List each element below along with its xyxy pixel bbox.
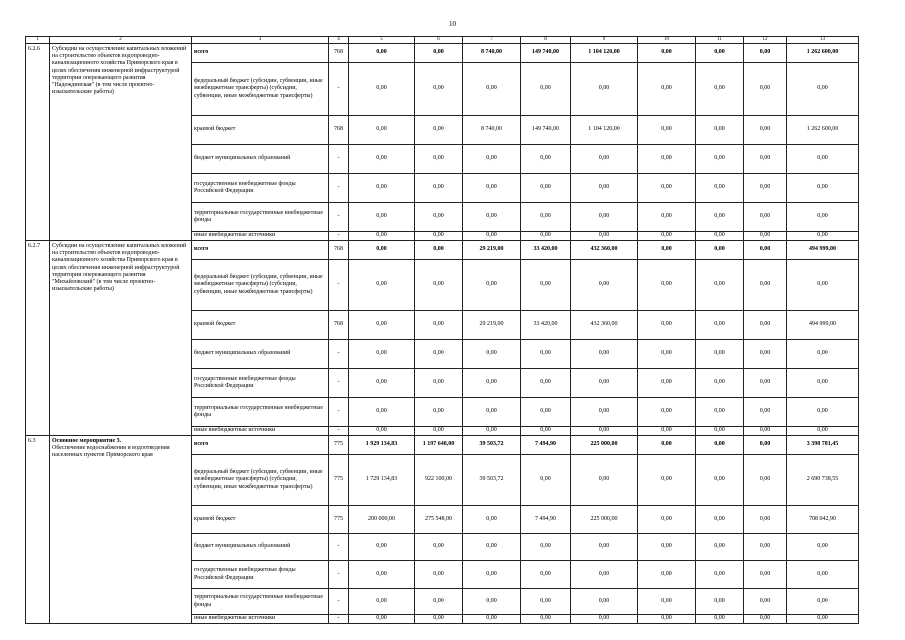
item-title: Основное мероприятие 3. <box>52 438 122 444</box>
year-value: 0,00 <box>696 436 744 455</box>
year-value: 0,00 <box>696 534 744 561</box>
year-value: 0,00 <box>415 44 463 63</box>
year-value: 0,00 <box>521 260 571 311</box>
funding-source: всего <box>192 44 329 63</box>
year-value: 0,00 <box>571 174 638 203</box>
funding-source: государственные внебюджетные фонды Российской Федерации <box>192 561 329 589</box>
grbs-code: 775 <box>329 506 349 534</box>
year-value: 0,00 <box>744 260 787 311</box>
funding-source: территориальные государственные внебюджетные фонды <box>192 589 329 615</box>
year-value: 0,00 <box>744 116 787 145</box>
year-value: 8 740,00 <box>463 116 521 145</box>
column-number: 8 <box>521 37 571 44</box>
budget-table <box>25 36 859 624</box>
year-value: 0,00 <box>463 340 521 369</box>
item-description-text: Субсидии на осуществление капитальных вложений на строительство объектов водопроводно-канализационного хозяйства Приморского края в целях обеспечения инженерной инфраструктурой территории опережающего развития "Надеждинская" (в том числе проектно-изыскательские работы) <box>52 46 187 96</box>
funding-source: краевой бюджет <box>192 506 329 534</box>
year-value: 0,00 <box>521 534 571 561</box>
year-value: 0,00 <box>415 241 463 260</box>
year-value: 0,00 <box>415 203 463 232</box>
year-value: 0,00 <box>696 455 744 506</box>
column-number: 10 <box>638 37 696 44</box>
year-value: 0,00 <box>638 506 696 534</box>
item-description <box>50 44 192 241</box>
total-value: 708 042,90 <box>787 506 859 534</box>
year-value: 0,00 <box>696 311 744 340</box>
funding-source: федеральный бюджет (субсидии, субвенции, иные межбюджетные трансферты) (субсидии, субвенции, иные межбюджетные трансферты) <box>192 63 329 116</box>
grbs-code: - <box>329 145 349 174</box>
year-value: 0,00 <box>463 398 521 427</box>
year-value: 0,00 <box>696 145 744 174</box>
table-row <box>26 436 859 455</box>
grbs-code: - <box>329 615 349 624</box>
total-value: 2 690 738,55 <box>787 455 859 506</box>
year-value: 0,00 <box>463 561 521 589</box>
year-value: 0,00 <box>521 589 571 615</box>
year-value: 0,00 <box>696 589 744 615</box>
year-value: 0,00 <box>571 427 638 436</box>
column-number-row <box>26 37 859 44</box>
year-value: 29 219,00 <box>463 311 521 340</box>
funding-source: территориальные государственные внебюджетные фонды <box>192 203 329 232</box>
year-value: 1 104 120,00 <box>571 116 638 145</box>
year-value: 0,00 <box>696 44 744 63</box>
year-value: 0,00 <box>696 203 744 232</box>
year-value: 0,00 <box>638 232 696 241</box>
total-value: 0,00 <box>787 369 859 398</box>
column-number: 2 <box>50 37 192 44</box>
year-value: 0,00 <box>415 174 463 203</box>
year-value: 0,00 <box>638 436 696 455</box>
item-description <box>50 436 192 624</box>
year-value: 0,00 <box>415 260 463 311</box>
year-value: 0,00 <box>638 145 696 174</box>
year-value: 7 494,90 <box>521 506 571 534</box>
total-value: 0,00 <box>787 398 859 427</box>
total-value: 0,00 <box>787 232 859 241</box>
year-value: 0,00 <box>349 241 415 260</box>
grbs-code: 768 <box>329 311 349 340</box>
year-value: 0,00 <box>638 116 696 145</box>
year-value: 0,00 <box>463 145 521 174</box>
year-value: 0,00 <box>638 427 696 436</box>
year-value: 0,00 <box>744 398 787 427</box>
year-value: 0,00 <box>463 615 521 624</box>
year-value: 0,00 <box>349 589 415 615</box>
year-value: 0,00 <box>349 340 415 369</box>
year-value: 0,00 <box>415 145 463 174</box>
column-number: 4 <box>329 37 349 44</box>
year-value: 0,00 <box>571 369 638 398</box>
year-value: 0,00 <box>415 427 463 436</box>
year-value: 0,00 <box>521 63 571 116</box>
year-value: 0,00 <box>696 63 744 116</box>
grbs-code: - <box>329 260 349 311</box>
funding-source: бюджет муниципальных образований <box>192 340 329 369</box>
total-value: 0,00 <box>787 534 859 561</box>
year-value: 0,00 <box>744 561 787 589</box>
year-value: 0,00 <box>696 615 744 624</box>
grbs-code: - <box>329 589 349 615</box>
funding-source: всего <box>192 436 329 455</box>
year-value: 0,00 <box>744 427 787 436</box>
year-value: 0,00 <box>463 232 521 241</box>
year-value: 0,00 <box>638 589 696 615</box>
grbs-code: - <box>329 203 349 232</box>
year-value: 0,00 <box>415 63 463 116</box>
item-number: 6.2.6 <box>26 44 50 241</box>
funding-source: государственные внебюджетные фонды Российской Федерации <box>192 369 329 398</box>
grbs-code: - <box>329 232 349 241</box>
year-value: 0,00 <box>463 589 521 615</box>
grbs-code: - <box>329 398 349 427</box>
year-value: 0,00 <box>521 455 571 506</box>
year-value: 39 503,72 <box>463 436 521 455</box>
grbs-code: - <box>329 369 349 398</box>
year-value: 0,00 <box>744 44 787 63</box>
column-number: 3 <box>192 37 329 44</box>
year-value: 0,00 <box>521 145 571 174</box>
year-value: 0,00 <box>744 615 787 624</box>
grbs-code: 775 <box>329 455 349 506</box>
year-value: 149 740,00 <box>521 44 571 63</box>
year-value: 0,00 <box>744 311 787 340</box>
funding-source: территориальные государственные внебюджетные фонды <box>192 398 329 427</box>
year-value: 0,00 <box>349 203 415 232</box>
year-value: 0,00 <box>463 174 521 203</box>
total-value: 0,00 <box>787 260 859 311</box>
year-value: 0,00 <box>744 241 787 260</box>
year-value: 0,00 <box>744 369 787 398</box>
year-value: 0,00 <box>696 174 744 203</box>
year-value: 0,00 <box>521 398 571 427</box>
year-value: 0,00 <box>349 44 415 63</box>
year-value: 0,00 <box>415 232 463 241</box>
funding-source: краевой бюджет <box>192 311 329 340</box>
column-number: 7 <box>463 37 521 44</box>
year-value: 0,00 <box>463 63 521 116</box>
year-value: 0,00 <box>521 615 571 624</box>
year-value: 0,00 <box>463 534 521 561</box>
column-number: 1 <box>26 37 50 44</box>
year-value: 0,00 <box>744 63 787 116</box>
year-value: 200 000,00 <box>349 506 415 534</box>
year-value: 0,00 <box>696 232 744 241</box>
grbs-code: - <box>329 427 349 436</box>
year-value: 0,00 <box>638 534 696 561</box>
year-value: 1 104 120,00 <box>571 44 638 63</box>
year-value: 0,00 <box>415 615 463 624</box>
year-value: 0,00 <box>415 534 463 561</box>
year-value: 149 740,00 <box>521 116 571 145</box>
year-value: 0,00 <box>638 311 696 340</box>
funding-source: иные внебюджетные источники <box>192 427 329 436</box>
year-value: 0,00 <box>571 398 638 427</box>
year-value: 0,00 <box>696 260 744 311</box>
year-value: 0,00 <box>349 398 415 427</box>
year-value: 0,00 <box>463 506 521 534</box>
year-value: 922 100,00 <box>415 455 463 506</box>
year-value: 0,00 <box>571 232 638 241</box>
year-value: 0,00 <box>349 561 415 589</box>
total-value: 494 999,00 <box>787 241 859 260</box>
year-value: 0,00 <box>349 116 415 145</box>
table-row <box>26 241 859 260</box>
year-value: 0,00 <box>521 561 571 589</box>
year-value: 0,00 <box>744 232 787 241</box>
year-value: 0,00 <box>696 506 744 534</box>
year-value: 0,00 <box>744 589 787 615</box>
total-value: 0,00 <box>787 340 859 369</box>
year-value: 0,00 <box>349 615 415 624</box>
year-value: 0,00 <box>521 427 571 436</box>
year-value: 33 420,00 <box>521 311 571 340</box>
year-value: 0,00 <box>638 340 696 369</box>
year-value: 0,00 <box>571 455 638 506</box>
funding-source: бюджет муниципальных образований <box>192 534 329 561</box>
year-value: 29 219,00 <box>463 241 521 260</box>
column-number: 6 <box>415 37 463 44</box>
year-value: 225 000,00 <box>571 506 638 534</box>
total-value: 494 999,00 <box>787 311 859 340</box>
year-value: 0,00 <box>696 116 744 145</box>
year-value: 0,00 <box>571 63 638 116</box>
year-value: 0,00 <box>696 241 744 260</box>
year-value: 7 494,90 <box>521 436 571 455</box>
grbs-code: 768 <box>329 116 349 145</box>
item-description-text: Субсидии на осуществление капитальных вложений на строительство объектов водопроводно-канализационного хозяйства Приморского края в целях обеспечения инженерной инфраструктурой территории опережающего развития "Михайловский" (в том числе проектно-изыскательские работы) <box>52 243 187 293</box>
column-number: 11 <box>696 37 744 44</box>
funding-source: иные внебюджетные источники <box>192 615 329 624</box>
year-value: 0,00 <box>415 369 463 398</box>
year-value: 0,00 <box>744 203 787 232</box>
year-value: 0,00 <box>638 203 696 232</box>
year-value: 0,00 <box>415 398 463 427</box>
column-number: 12 <box>744 37 787 44</box>
year-value: 0,00 <box>744 455 787 506</box>
total-value: 1 262 600,00 <box>787 116 859 145</box>
year-value: 432 360,00 <box>571 241 638 260</box>
year-value: 0,00 <box>571 534 638 561</box>
year-value: 0,00 <box>571 589 638 615</box>
total-value: 0,00 <box>787 203 859 232</box>
year-value: 0,00 <box>638 63 696 116</box>
year-value: 0,00 <box>349 534 415 561</box>
item-number: 6.3 <box>26 436 50 624</box>
year-value: 0,00 <box>638 561 696 589</box>
total-value: 0,00 <box>787 615 859 624</box>
year-value: 0,00 <box>571 203 638 232</box>
year-value: 0,00 <box>415 116 463 145</box>
year-value: 0,00 <box>349 260 415 311</box>
year-value: 1 197 648,00 <box>415 436 463 455</box>
total-value: 0,00 <box>787 427 859 436</box>
year-value: 0,00 <box>638 398 696 427</box>
year-value: 0,00 <box>744 340 787 369</box>
year-value: 0,00 <box>415 561 463 589</box>
year-value: 0,00 <box>638 455 696 506</box>
year-value: 33 420,00 <box>521 241 571 260</box>
total-value: 0,00 <box>787 63 859 116</box>
grbs-code: - <box>329 561 349 589</box>
year-value: 1 929 134,83 <box>349 436 415 455</box>
year-value: 0,00 <box>638 369 696 398</box>
year-value: 0,00 <box>415 589 463 615</box>
year-value: 0,00 <box>521 203 571 232</box>
funding-source: всего <box>192 241 329 260</box>
funding-source: государственные внебюджетные фонды Российской Федерации <box>192 174 329 203</box>
column-number: 13 <box>787 37 859 44</box>
year-value: 0,00 <box>638 260 696 311</box>
year-value: 0,00 <box>349 145 415 174</box>
year-value: 0,00 <box>571 561 638 589</box>
year-value: 0,00 <box>744 506 787 534</box>
year-value: 0,00 <box>463 427 521 436</box>
funding-source: краевой бюджет <box>192 116 329 145</box>
year-value: 0,00 <box>571 615 638 624</box>
grbs-code: - <box>329 174 349 203</box>
year-value: 0,00 <box>638 615 696 624</box>
year-value: 0,00 <box>696 561 744 589</box>
funding-source: федеральный бюджет (субсидии, субвенции, иные межбюджетные трансферты) (субсидии, субвенции, иные межбюджетные трансферты) <box>192 455 329 506</box>
year-value: 0,00 <box>638 44 696 63</box>
year-value: 0,00 <box>696 398 744 427</box>
total-value: 1 262 600,00 <box>787 44 859 63</box>
year-value: 0,00 <box>521 232 571 241</box>
table-row <box>26 44 859 63</box>
year-value: 0,00 <box>696 427 744 436</box>
total-value: 0,00 <box>787 145 859 174</box>
year-value: 0,00 <box>696 340 744 369</box>
item-description <box>50 241 192 436</box>
grbs-code: - <box>329 534 349 561</box>
year-value: 0,00 <box>349 232 415 241</box>
year-value: 0,00 <box>638 174 696 203</box>
year-value: 0,00 <box>349 427 415 436</box>
year-value: 0,00 <box>744 436 787 455</box>
year-value: 0,00 <box>349 311 415 340</box>
total-value: 0,00 <box>787 589 859 615</box>
year-value: 0,00 <box>349 174 415 203</box>
year-value: 0,00 <box>521 369 571 398</box>
year-value: 0,00 <box>521 340 571 369</box>
grbs-code: 775 <box>329 436 349 455</box>
grbs-code: 768 <box>329 44 349 63</box>
year-value: 432 360,00 <box>571 311 638 340</box>
year-value: 39 503,72 <box>463 455 521 506</box>
grbs-code: - <box>329 63 349 116</box>
item-description-text: Обеспечение водоснабжения и водоотведения населенных пунктов Приморского края <box>52 445 170 459</box>
year-value: 0,00 <box>571 340 638 369</box>
year-value: 0,00 <box>521 174 571 203</box>
funding-source: федеральный бюджет (субсидии, субвенции, иные межбюджетные трансферты) (субсидии, субвенции, иные межбюджетные трансферты) <box>192 260 329 311</box>
year-value: 0,00 <box>638 241 696 260</box>
year-value: 0,00 <box>744 534 787 561</box>
year-value: 0,00 <box>349 369 415 398</box>
total-value: 0,00 <box>787 174 859 203</box>
year-value: 0,00 <box>744 174 787 203</box>
year-value: 0,00 <box>571 260 638 311</box>
funding-source: бюджет муниципальных образований <box>192 145 329 174</box>
grbs-code: 768 <box>329 241 349 260</box>
year-value: 0,00 <box>349 63 415 116</box>
item-number: 6.2.7 <box>26 241 50 436</box>
year-value: 225 000,00 <box>571 436 638 455</box>
year-value: 0,00 <box>744 145 787 174</box>
total-value: 3 398 781,45 <box>787 436 859 455</box>
year-value: 8 740,00 <box>463 44 521 63</box>
page-number: 10 <box>449 20 456 28</box>
year-value: 0,00 <box>463 369 521 398</box>
year-value: 0,00 <box>696 369 744 398</box>
year-value: 0,00 <box>571 145 638 174</box>
grbs-code: - <box>329 340 349 369</box>
column-number: 9 <box>571 37 638 44</box>
year-value: 275 548,00 <box>415 506 463 534</box>
funding-source: иные внебюджетные источники <box>192 232 329 241</box>
total-value: 0,00 <box>787 561 859 589</box>
year-value: 0,00 <box>463 260 521 311</box>
year-value: 0,00 <box>415 311 463 340</box>
year-value: 1 729 134,83 <box>349 455 415 506</box>
column-number: 5 <box>349 37 415 44</box>
year-value: 0,00 <box>463 203 521 232</box>
year-value: 0,00 <box>415 340 463 369</box>
